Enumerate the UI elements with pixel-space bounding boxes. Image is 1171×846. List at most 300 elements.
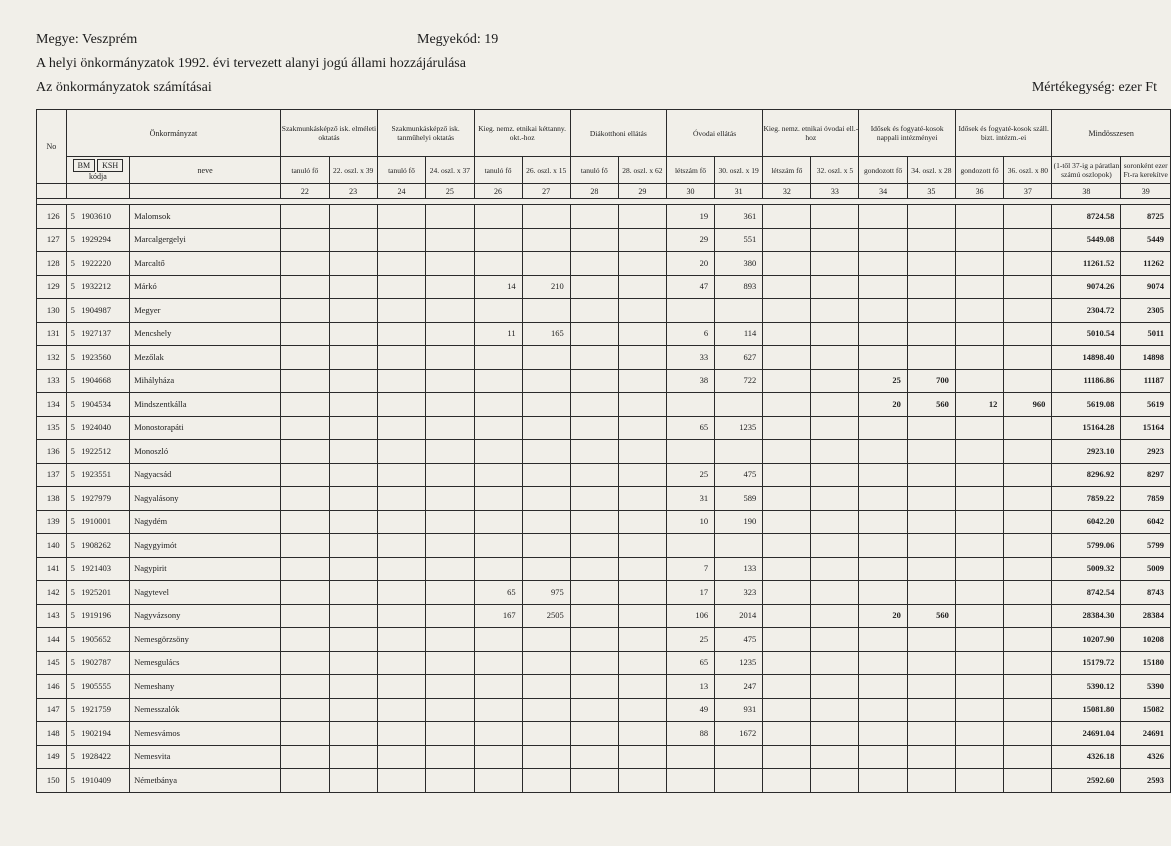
value-cell: 20 — [859, 393, 907, 417]
value-cell: 8725 — [1121, 205, 1171, 229]
value-cell — [618, 557, 666, 581]
value-cell — [474, 675, 522, 699]
value-cell: 2505 — [522, 604, 570, 628]
value-cell — [955, 628, 1003, 652]
municipality-name: Mihályháza — [130, 369, 281, 393]
value-cell: 19 — [666, 205, 714, 229]
subheader: tanuló fő — [281, 157, 329, 184]
value-cell — [377, 275, 425, 299]
value-cell — [811, 369, 859, 393]
value-cell — [522, 510, 570, 534]
value-cell — [811, 275, 859, 299]
value-cell: 551 — [715, 228, 763, 252]
row-codes — [66, 463, 129, 487]
kodja-header: kódja — [88, 172, 107, 181]
value-cell: 29 — [666, 228, 714, 252]
value-cell — [377, 510, 425, 534]
value-cell — [618, 346, 666, 370]
column-number: 36 — [955, 184, 1003, 199]
group-header: Idősek és fogyaté-kosok nappali intézményei — [859, 110, 956, 157]
value-cell — [329, 205, 377, 229]
value-cell — [859, 745, 907, 769]
value-cell — [618, 651, 666, 675]
municipality-name: Nagytevel — [130, 581, 281, 605]
value-cell: 24691 — [1121, 722, 1171, 746]
value-cell — [522, 393, 570, 417]
row-number: 129 — [37, 275, 67, 299]
value-cell — [859, 769, 907, 793]
value-cell — [763, 393, 811, 417]
value-cell — [859, 205, 907, 229]
value-cell — [570, 228, 618, 252]
value-cell — [426, 745, 474, 769]
table-row — [37, 299, 1171, 323]
value-cell: 5449 — [1121, 228, 1171, 252]
value-cell — [811, 581, 859, 605]
value-cell: 6042.20 — [1052, 510, 1121, 534]
value-cell — [763, 534, 811, 558]
value-cell — [426, 510, 474, 534]
value-cell — [281, 252, 329, 276]
value-cell — [377, 393, 425, 417]
value-cell: 2304.72 — [1052, 299, 1121, 323]
value-cell — [426, 275, 474, 299]
value-cell — [811, 675, 859, 699]
value-cell — [811, 440, 859, 464]
value-cell — [281, 369, 329, 393]
column-number: 25 — [426, 184, 474, 199]
row-codes — [66, 769, 129, 793]
table-row — [37, 440, 1171, 464]
municipality-name: Nemesvita — [130, 745, 281, 769]
table-row — [37, 322, 1171, 346]
value-cell — [570, 369, 618, 393]
value-cell: 5390 — [1121, 675, 1171, 699]
value-cell — [907, 252, 955, 276]
ksh-header: KSH — [97, 159, 123, 172]
bm-code: 5 — [70, 751, 75, 762]
value-cell — [474, 534, 522, 558]
value-cell — [907, 581, 955, 605]
value-cell — [907, 534, 955, 558]
value-cell — [955, 275, 1003, 299]
value-cell — [618, 745, 666, 769]
bm-code: 5 — [70, 281, 75, 292]
value-cell: 106 — [666, 604, 714, 628]
value-cell — [377, 651, 425, 675]
value-cell — [474, 299, 522, 323]
table-row — [37, 698, 1171, 722]
value-cell — [859, 299, 907, 323]
table-row — [37, 205, 1171, 229]
row-codes — [66, 440, 129, 464]
ksh-code: 1924040 — [81, 422, 112, 433]
bm-code: 5 — [70, 516, 75, 527]
value-cell: 380 — [715, 252, 763, 276]
group-header: Diákotthoni ellátás — [570, 110, 666, 157]
value-cell — [907, 299, 955, 323]
value-cell — [522, 722, 570, 746]
value-cell: 2593 — [1121, 769, 1171, 793]
value-cell: 88 — [666, 722, 714, 746]
municipality-name: Mindszentkálla — [130, 393, 281, 417]
value-cell — [763, 416, 811, 440]
bm-code: 5 — [70, 563, 75, 574]
value-cell — [570, 534, 618, 558]
value-cell — [377, 322, 425, 346]
row-number: 147 — [37, 698, 67, 722]
value-cell — [426, 651, 474, 675]
col-onkormanyzat-header: Önkormányzat — [66, 110, 280, 157]
value-cell — [811, 745, 859, 769]
column-number: 30 — [666, 184, 714, 199]
value-cell: 167 — [474, 604, 522, 628]
value-cell: 13 — [666, 675, 714, 699]
value-cell — [618, 416, 666, 440]
value-cell — [570, 275, 618, 299]
value-cell: 15081.80 — [1052, 698, 1121, 722]
value-cell — [811, 628, 859, 652]
value-cell: 2592.60 — [1052, 769, 1121, 793]
value-cell — [715, 299, 763, 323]
value-cell — [522, 440, 570, 464]
value-cell: 33 — [666, 346, 714, 370]
value-cell — [426, 604, 474, 628]
value-cell — [522, 769, 570, 793]
value-cell — [329, 322, 377, 346]
value-cell: 475 — [715, 463, 763, 487]
value-cell — [474, 393, 522, 417]
value-cell — [955, 722, 1003, 746]
value-cell: 6 — [666, 322, 714, 346]
value-cell: 5449.08 — [1052, 228, 1121, 252]
subheader: 22. oszl. x 39 — [329, 157, 377, 184]
subheader: soronként ezer Ft-ra kerekítve — [1121, 157, 1171, 184]
value-cell — [811, 769, 859, 793]
row-codes — [66, 228, 129, 252]
value-cell — [281, 440, 329, 464]
table-row — [37, 416, 1171, 440]
table-row — [37, 252, 1171, 276]
value-cell — [618, 675, 666, 699]
value-cell — [618, 440, 666, 464]
value-cell — [955, 416, 1003, 440]
value-cell — [377, 745, 425, 769]
value-cell — [474, 745, 522, 769]
subheader: 24. oszl. x 37 — [426, 157, 474, 184]
value-cell — [811, 322, 859, 346]
value-cell — [618, 205, 666, 229]
value-cell — [474, 557, 522, 581]
value-cell — [618, 534, 666, 558]
value-cell: 15180 — [1121, 651, 1171, 675]
value-cell — [1004, 675, 1052, 699]
value-cell — [859, 463, 907, 487]
municipality-name: Mezőlak — [130, 346, 281, 370]
value-cell — [426, 487, 474, 511]
value-cell — [377, 416, 425, 440]
value-cell — [329, 745, 377, 769]
value-cell — [329, 534, 377, 558]
value-cell — [329, 440, 377, 464]
value-cell — [811, 205, 859, 229]
value-cell — [1004, 228, 1052, 252]
value-cell — [618, 581, 666, 605]
value-cell — [522, 369, 570, 393]
value-cell — [329, 393, 377, 417]
value-cell — [811, 557, 859, 581]
municipality-name: Megyer — [130, 299, 281, 323]
value-cell — [281, 534, 329, 558]
value-cell — [763, 510, 811, 534]
value-cell — [907, 205, 955, 229]
value-cell: 15179.72 — [1052, 651, 1121, 675]
value-cell — [618, 463, 666, 487]
value-cell — [474, 252, 522, 276]
ksh-code: 1908262 — [81, 539, 112, 550]
row-number: 145 — [37, 651, 67, 675]
value-cell — [474, 205, 522, 229]
value-cell — [955, 534, 1003, 558]
value-cell — [618, 275, 666, 299]
value-cell: 11 — [474, 322, 522, 346]
value-cell — [474, 416, 522, 440]
table-row — [37, 463, 1171, 487]
value-cell: 5011 — [1121, 322, 1171, 346]
ksh-code: 1923560 — [81, 351, 112, 362]
ksh-code: 1910001 — [81, 516, 112, 527]
value-cell — [570, 651, 618, 675]
value-cell — [811, 346, 859, 370]
row-codes — [66, 299, 129, 323]
value-cell — [474, 628, 522, 652]
bm-code: 5 — [70, 586, 75, 597]
value-cell — [859, 416, 907, 440]
value-cell — [570, 487, 618, 511]
value-cell: 5619 — [1121, 393, 1171, 417]
value-cell: 11186.86 — [1052, 369, 1121, 393]
bm-code: 5 — [70, 774, 75, 785]
value-cell: 190 — [715, 510, 763, 534]
value-cell — [329, 275, 377, 299]
value-cell — [1004, 369, 1052, 393]
group-header: Szakmunkásképző isk. tanműhelyi oktatás — [377, 110, 474, 157]
ksh-code: 1904668 — [81, 375, 112, 386]
county-label: Megye: Veszprém — [36, 32, 138, 47]
value-cell — [329, 604, 377, 628]
value-cell: 8296.92 — [1052, 463, 1121, 487]
subheader: 26. oszl. x 15 — [522, 157, 570, 184]
bm-code: 5 — [70, 469, 75, 480]
bm-code: 5 — [70, 398, 75, 409]
subheader: 32. oszl. x 5 — [811, 157, 859, 184]
municipality-name: Németbánya — [130, 769, 281, 793]
value-cell: 8297 — [1121, 463, 1171, 487]
value-cell — [426, 205, 474, 229]
value-cell — [570, 581, 618, 605]
value-cell — [474, 369, 522, 393]
row-codes — [66, 698, 129, 722]
value-cell — [426, 228, 474, 252]
value-cell: 10207.90 — [1052, 628, 1121, 652]
value-cell: 25 — [859, 369, 907, 393]
ksh-code: 1905652 — [81, 633, 112, 644]
value-cell — [281, 722, 329, 746]
value-cell — [859, 581, 907, 605]
bm-code: 5 — [70, 328, 75, 339]
value-cell — [763, 745, 811, 769]
value-cell — [955, 510, 1003, 534]
table-row — [37, 369, 1171, 393]
value-cell — [1004, 205, 1052, 229]
value-cell — [522, 416, 570, 440]
value-cell — [763, 252, 811, 276]
value-cell: 361 — [715, 205, 763, 229]
bm-code: 5 — [70, 727, 75, 738]
value-cell — [859, 510, 907, 534]
value-cell — [329, 299, 377, 323]
value-cell: 10208 — [1121, 628, 1171, 652]
value-cell: 700 — [907, 369, 955, 393]
bm-code: 5 — [70, 304, 75, 315]
value-cell — [329, 252, 377, 276]
table-row — [37, 510, 1171, 534]
value-cell — [907, 745, 955, 769]
row-codes — [66, 604, 129, 628]
value-cell: 15082 — [1121, 698, 1171, 722]
value-cell — [955, 487, 1003, 511]
row-codes — [66, 252, 129, 276]
value-cell — [426, 581, 474, 605]
value-cell: 1235 — [715, 416, 763, 440]
value-cell — [763, 205, 811, 229]
value-cell — [570, 205, 618, 229]
row-number: 143 — [37, 604, 67, 628]
row-number: 141 — [37, 557, 67, 581]
ksh-code: 1921759 — [81, 704, 112, 715]
value-cell — [859, 651, 907, 675]
value-cell: 6042 — [1121, 510, 1171, 534]
value-cell — [426, 252, 474, 276]
row-number: 140 — [37, 534, 67, 558]
value-cell — [426, 393, 474, 417]
municipality-name: Nagypirit — [130, 557, 281, 581]
value-cell — [811, 299, 859, 323]
value-cell — [955, 346, 1003, 370]
value-cell — [570, 440, 618, 464]
value-cell — [281, 205, 329, 229]
value-cell — [955, 581, 1003, 605]
value-cell — [522, 651, 570, 675]
value-cell: 323 — [715, 581, 763, 605]
value-cell — [377, 534, 425, 558]
value-cell: 1672 — [715, 722, 763, 746]
value-cell — [763, 322, 811, 346]
value-cell: 1235 — [715, 651, 763, 675]
row-number: 146 — [37, 675, 67, 699]
value-cell — [281, 275, 329, 299]
value-cell — [715, 745, 763, 769]
value-cell — [1004, 604, 1052, 628]
subheader: gondozott fő — [859, 157, 907, 184]
group-header: Idősek és fogyaté-kosok száll. bizt. intézm.-ei — [955, 110, 1052, 157]
value-cell — [763, 275, 811, 299]
municipality-name: Nagydém — [130, 510, 281, 534]
value-cell — [281, 510, 329, 534]
value-cell: 4326 — [1121, 745, 1171, 769]
municipality-name: Monostorapáti — [130, 416, 281, 440]
row-number: 130 — [37, 299, 67, 323]
value-cell — [377, 369, 425, 393]
county-code: Megyekód: 19 — [417, 32, 499, 47]
column-number: 33 — [811, 184, 859, 199]
value-cell — [859, 487, 907, 511]
value-cell — [907, 463, 955, 487]
value-cell — [618, 604, 666, 628]
value-cell: 49 — [666, 698, 714, 722]
value-cell — [377, 252, 425, 276]
data-table — [36, 109, 1171, 793]
value-cell: 20 — [666, 252, 714, 276]
ksh-code: 1925201 — [81, 586, 112, 597]
bm-header: BM — [73, 159, 95, 172]
value-cell: 8743 — [1121, 581, 1171, 605]
value-cell: 722 — [715, 369, 763, 393]
value-cell — [570, 463, 618, 487]
value-cell: 10 — [666, 510, 714, 534]
value-cell: 15164.28 — [1052, 416, 1121, 440]
value-cell — [763, 722, 811, 746]
value-cell — [377, 557, 425, 581]
value-cell — [570, 322, 618, 346]
value-cell — [426, 628, 474, 652]
value-cell: 11187 — [1121, 369, 1171, 393]
value-cell: 28384 — [1121, 604, 1171, 628]
value-cell — [715, 440, 763, 464]
value-cell — [666, 393, 714, 417]
value-cell — [474, 463, 522, 487]
table-row — [37, 581, 1171, 605]
municipality-name: Nemesszalók — [130, 698, 281, 722]
value-cell — [570, 745, 618, 769]
value-cell — [1004, 252, 1052, 276]
row-codes — [66, 393, 129, 417]
row-number: 150 — [37, 769, 67, 793]
value-cell — [955, 322, 1003, 346]
value-cell: 25 — [666, 463, 714, 487]
value-cell — [907, 510, 955, 534]
table-row — [37, 534, 1171, 558]
value-cell: 931 — [715, 698, 763, 722]
value-cell — [955, 252, 1003, 276]
row-number: 128 — [37, 252, 67, 276]
column-number: 27 — [522, 184, 570, 199]
value-cell — [955, 651, 1003, 675]
value-cell: 560 — [907, 604, 955, 628]
value-cell — [1004, 769, 1052, 793]
value-cell — [377, 299, 425, 323]
value-cell — [474, 651, 522, 675]
subheader: gondozott fő — [955, 157, 1003, 184]
value-cell — [1004, 440, 1052, 464]
value-cell — [618, 769, 666, 793]
value-cell: 133 — [715, 557, 763, 581]
value-cell — [522, 487, 570, 511]
bm-code: 5 — [70, 704, 75, 715]
value-cell — [907, 416, 955, 440]
bm-code: 5 — [70, 445, 75, 456]
value-cell — [377, 604, 425, 628]
